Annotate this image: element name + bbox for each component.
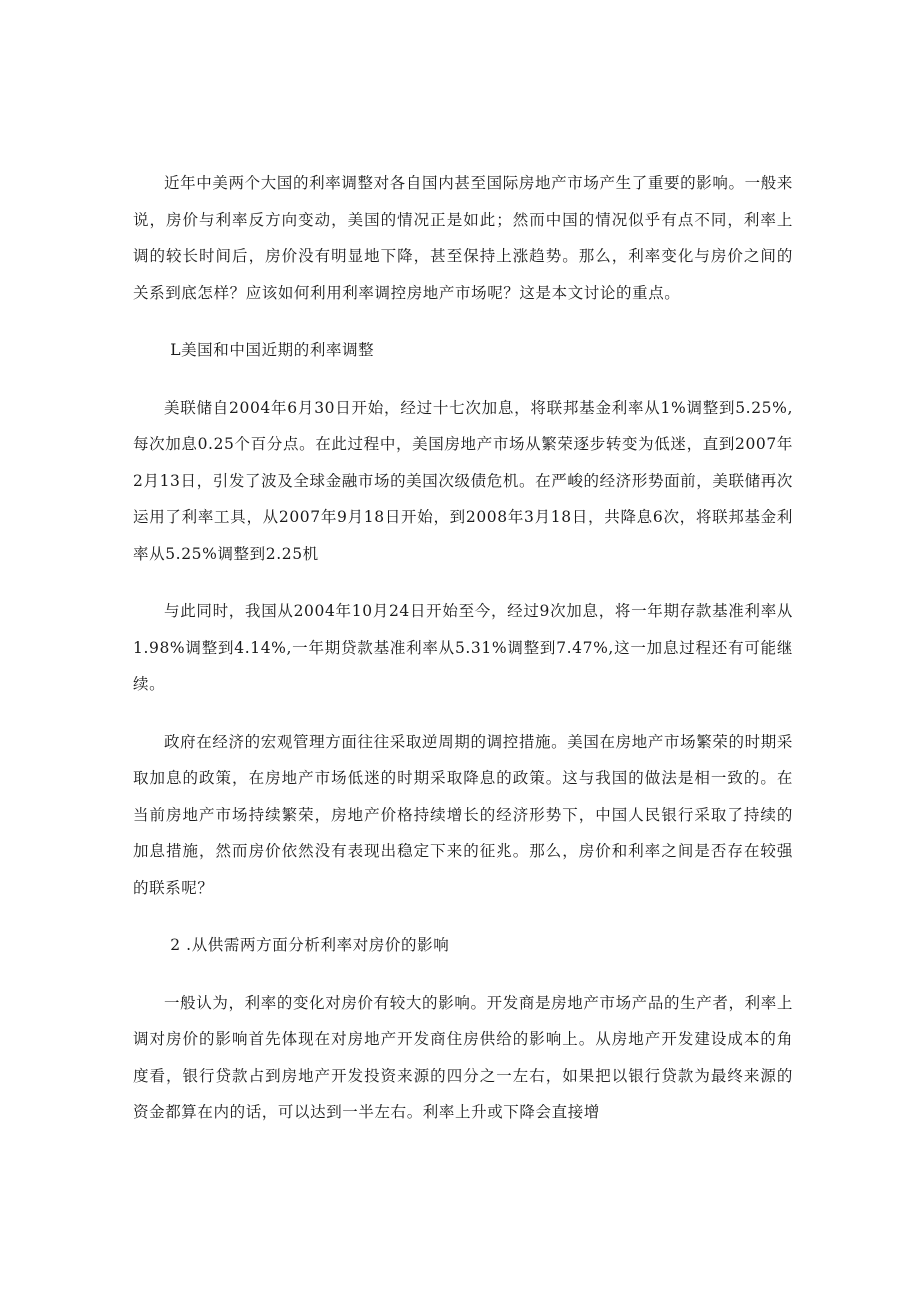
paragraph-gap xyxy=(133,572,793,593)
paragraph-gap xyxy=(133,906,793,927)
paragraph-gap xyxy=(133,703,793,724)
paragraph-gap xyxy=(133,369,793,390)
section-2-paragraph-1: 一般认为，利率的变化对房价有较大的影响。开发商是房地产市场产品的生产者，利率上调对房价的影响首先体现在对房地产开发商住房供给的影响上。从房地产开发建设成本的角度看，银行贷款占到房地产开发投资来源的四分之一左右，如果把以银行贷款为最终来源的资金都算在内的话，可以达到一半左右。利率上升或下降会直接增 xyxy=(133,993,793,1121)
paragraph-gap xyxy=(133,311,793,332)
section-1-paragraph-3: 政府在经济的宏观管理方面往往采取逆周期的调控措施。美国在房地产市场繁荣的时期采取加息的政策，在房地产市场低迷的时期采取降息的政策。这与我国的做法是相一致的。在当前房地产市场持续繁荣，房地产价格持续增长的经济形势下，中国人民银行采取了持续的加息措施，然而房价依然没有表现出稳定下来的征兆。那么，房价和利率之间是否存在较强的联系呢？ xyxy=(133,732,793,897)
document-page xyxy=(133,165,793,1131)
section-2-heading: 2 .从供需两方面分析利率对房价的影响 xyxy=(170,936,450,954)
section-1-paragraph-2: 与此同时，我国从2004年10月24日开始至今，经过9次加息，将一年期存款基准利率从1.98%调整到4.14%,一年期贷款基准利率从5.31%调整到7.47%,这一加息过程还有可能继续。 xyxy=(133,602,793,693)
paragraph-gap xyxy=(133,964,793,985)
section-1-heading: L美国和中国近期的利率调整 xyxy=(170,341,375,359)
intro-paragraph: 近年中美两个大国的利率调整对各自国内甚至国际房地产市场产生了重要的影响。一般来说，房价与利率反方向变动，美国的情况正是如此；然而中国的情况似乎有点不同，利率上调的较长时间后，房价没有明显地下降，甚至保持上涨趋势。那么，利率变化与房价之间的关系到底怎样？应该如何利用利率调控房地产市场呢？这是本文讨论的重点。 xyxy=(133,174,793,302)
section-1-paragraph-1: 美联储自2004年6月30日开始，经过十七次加息，将联邦基金利率从1%调整到5.25%,每次加息0.25个百分点。在此过程中，美国房地产市场从繁荣逐步转变为低迷，直到2007年2月13日，引发了波及全球金融市场的美国次级债危机。在严峻的经济形势面前，美联储再次运用了利率工具，从2007年9月18日开始，到2008年3月18日，共降息6次，将联邦基金利率从5.25%调整到2.25机 xyxy=(133,398,793,563)
